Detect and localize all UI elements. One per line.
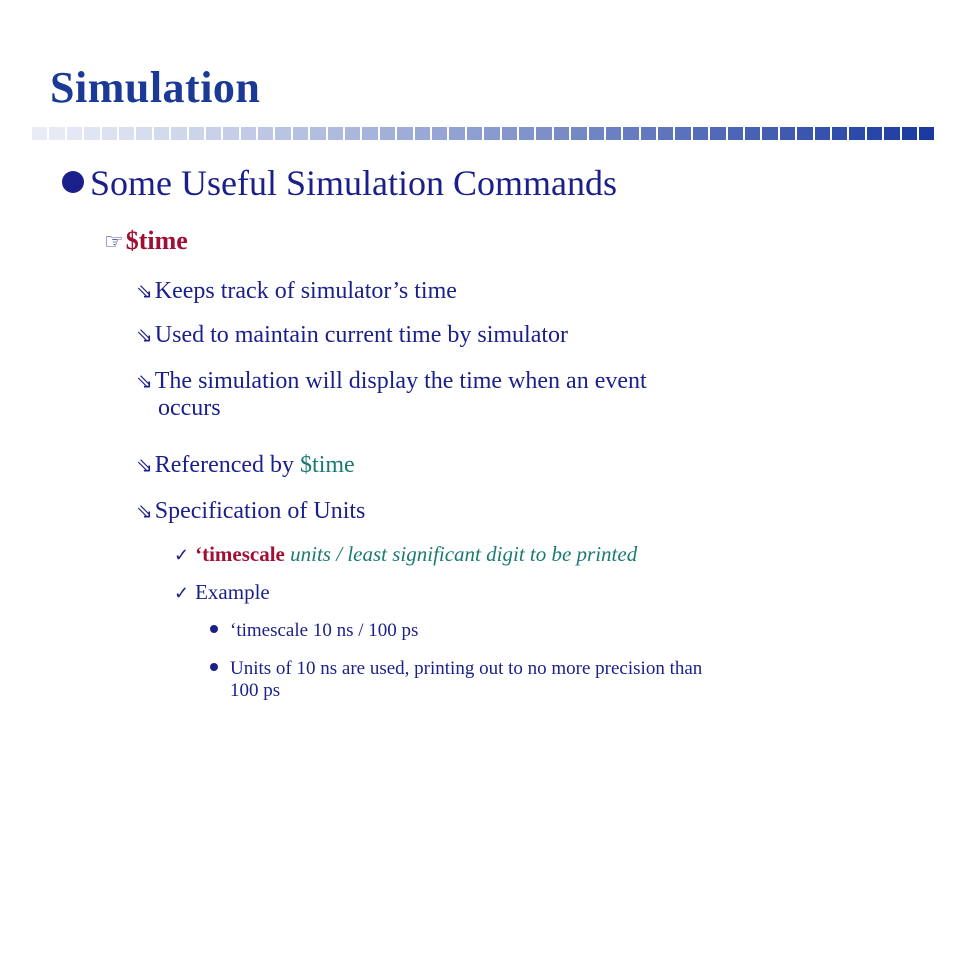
arrow-bullet-icon: ⇘: [136, 501, 153, 523]
bar-segment: [345, 127, 362, 140]
bar-segment: [397, 127, 414, 140]
bar-segment: [902, 127, 919, 140]
slide-title: Simulation: [50, 63, 261, 112]
point-item: [136, 278, 457, 305]
arrow-bullet-icon: ⇘: [136, 325, 153, 347]
bar-segment: [519, 127, 536, 140]
bar-segment: [49, 127, 66, 140]
bar-segment: [310, 127, 327, 140]
timescale-keyword: ‘timescale: [195, 542, 285, 566]
bar-segment: [762, 127, 779, 140]
bar-segment: [449, 127, 466, 140]
bar-segment: [658, 127, 675, 140]
bar-segment: [32, 127, 49, 140]
point-text: Keeps track of simulator’s time: [154, 278, 457, 304]
bar-segment: [623, 127, 640, 140]
bar-segment: [362, 127, 379, 140]
bar-segment: [502, 127, 519, 140]
checkmark-icon: ✓: [174, 545, 190, 565]
bar-segment: [641, 127, 658, 140]
example-item: [210, 620, 418, 642]
bar-segment: [467, 127, 484, 140]
round-bullet-icon: [62, 171, 84, 193]
check-item: [174, 580, 270, 605]
bar-segment: [136, 127, 153, 140]
bar-segment: [606, 127, 623, 140]
point-text: The simulation will display the time when an event: [154, 368, 647, 394]
sub-heading: [104, 226, 188, 256]
bar-segment: [884, 127, 901, 140]
point-text: Used to maintain current time by simulator: [154, 322, 569, 348]
bar-segment: [415, 127, 432, 140]
bullet-level1-text: Some Useful Simulation Commands: [90, 163, 617, 203]
bar-segment: [867, 127, 884, 140]
check-item: [174, 542, 637, 567]
bar-segment: [275, 127, 292, 140]
bar-segment: [171, 127, 188, 140]
bar-segment: [675, 127, 692, 140]
timescale-description: units / least significant digit to be printed: [284, 542, 638, 566]
example-text: ‘timescale 10 ns / 100 ps: [230, 620, 419, 641]
example-label: Example: [195, 580, 270, 604]
bar-segment: [380, 127, 397, 140]
bar-segment: [797, 127, 814, 140]
small-bullet-icon: [210, 663, 218, 671]
bar-segment: [536, 127, 553, 140]
bar-segment: [710, 127, 727, 140]
point-item: [136, 452, 355, 479]
time-keyword: $time: [300, 452, 355, 478]
bar-segment: [815, 127, 832, 140]
checkmark-icon: ✓: [174, 583, 190, 603]
bar-segment: [780, 127, 797, 140]
bar-segment: [258, 127, 275, 140]
pointing-hand-icon: ☞: [104, 229, 124, 254]
bar-segment: [432, 127, 449, 140]
bar-segment: [293, 127, 310, 140]
point-item: [136, 498, 365, 525]
bar-segment: [484, 127, 501, 140]
bar-segment: [328, 127, 345, 140]
small-bullet-icon: [210, 625, 218, 633]
point-item: [136, 322, 568, 349]
bar-segment: [84, 127, 101, 140]
bar-segment: [919, 127, 936, 140]
point-item: [136, 368, 647, 422]
example-text: Units of 10 ns are used, printing out to no more precision than: [230, 658, 703, 679]
bullet-level1: [62, 162, 617, 204]
bar-segment: [119, 127, 136, 140]
bar-segment: [554, 127, 571, 140]
bar-segment: [849, 127, 866, 140]
bar-segment: [728, 127, 745, 140]
bar-segment: [102, 127, 119, 140]
point-text: Specification of Units: [154, 498, 366, 524]
arrow-bullet-icon: ⇘: [136, 455, 153, 477]
bar-segment: [189, 127, 206, 140]
arrow-bullet-icon: ⇘: [136, 281, 153, 303]
bar-segment: [206, 127, 223, 140]
bar-segment: [745, 127, 762, 140]
point-text: Referenced by: [154, 452, 301, 478]
bar-segment: [154, 127, 171, 140]
bar-segment: [223, 127, 240, 140]
title-gradient-bar: [32, 127, 936, 140]
bar-segment: [589, 127, 606, 140]
arrow-bullet-icon: ⇘: [136, 371, 153, 393]
sub-heading-text: $time: [125, 226, 188, 255]
bar-segment: [241, 127, 258, 140]
example-item: [210, 658, 702, 702]
bar-segment: [832, 127, 849, 140]
example-text-continued: 100 ps: [230, 680, 281, 701]
point-text-continued: occurs: [158, 395, 221, 421]
bar-segment: [693, 127, 710, 140]
bar-segment: [571, 127, 588, 140]
bar-segment: [67, 127, 84, 140]
